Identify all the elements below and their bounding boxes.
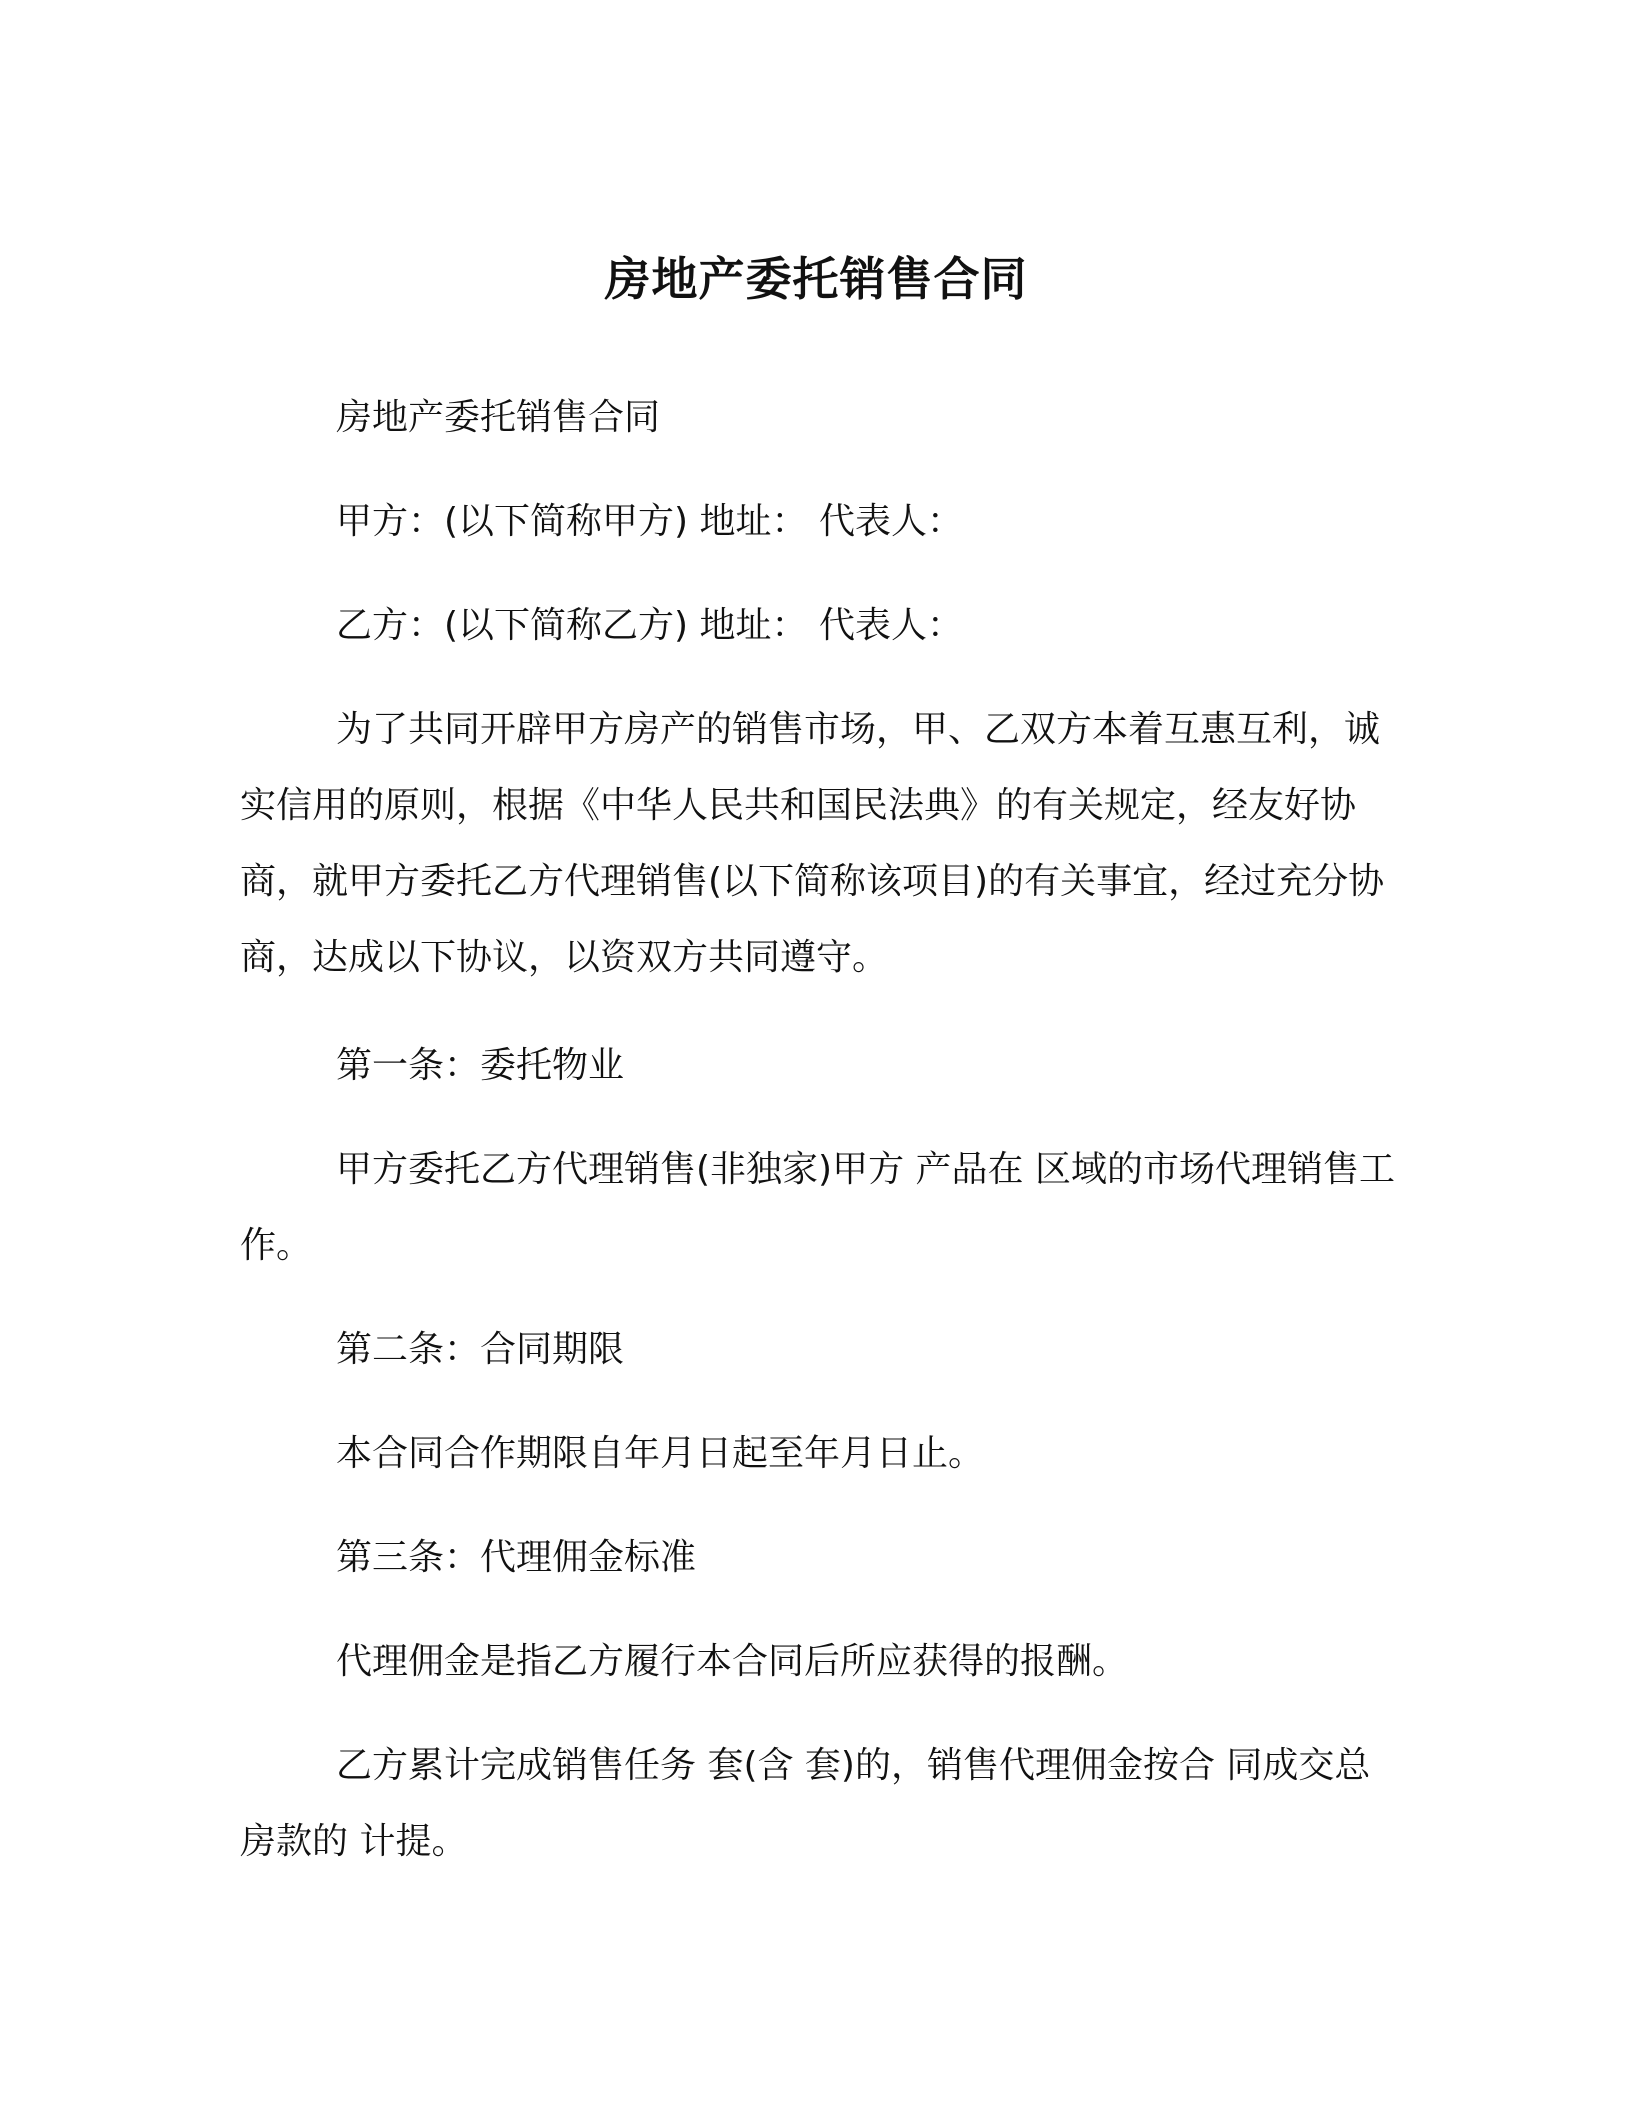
paragraph-party-b: 乙方：(以下简称乙方) 地址： 代表人： xyxy=(336,605,963,646)
paragraph-article-3-title: 第三条：代理佣金标准 xyxy=(336,1537,697,1578)
paragraph-article-1-title: 第一条：委托物业 xyxy=(336,1045,625,1086)
paragraph-preamble: 为了共同开辟甲方房产的销售市场，甲、乙双方本着互惠互利，诚实信用的原则，根据《中华人民共和国民法典》的有关规定，经友好协商，就甲方委托乙方代理销售(以下简称该项目)的有关事宜，经过充分协商，达成以下协议，以资双方共同遵守。 xyxy=(240,709,1385,978)
paragraph-heading: 房地产委托销售合同 xyxy=(336,397,661,438)
paragraph-article-1-body: 甲方委托乙方代理销售(非独家)甲方 产品在 区域的市场代理销售工作。 xyxy=(240,1149,1395,1266)
paragraph-article-3-body-2: 乙方累计完成销售任务 套(含 套)的，销售代理佣金按合 同成交总房款的 计提。 xyxy=(240,1745,1371,1862)
document-title: 房地产委托销售合同 xyxy=(604,251,1028,306)
paragraph-article-2-title: 第二条：合同期限 xyxy=(336,1329,625,1370)
paragraph-article-2-body: 本合同合作期限自年月日起至年月日止。 xyxy=(336,1433,985,1474)
paragraph-party-a: 甲方：(以下简称甲方) 地址： 代表人： xyxy=(336,501,963,542)
paragraph-article-3-body-1: 代理佣金是指乙方履行本合同后所应获得的报酬。 xyxy=(336,1641,1129,1682)
